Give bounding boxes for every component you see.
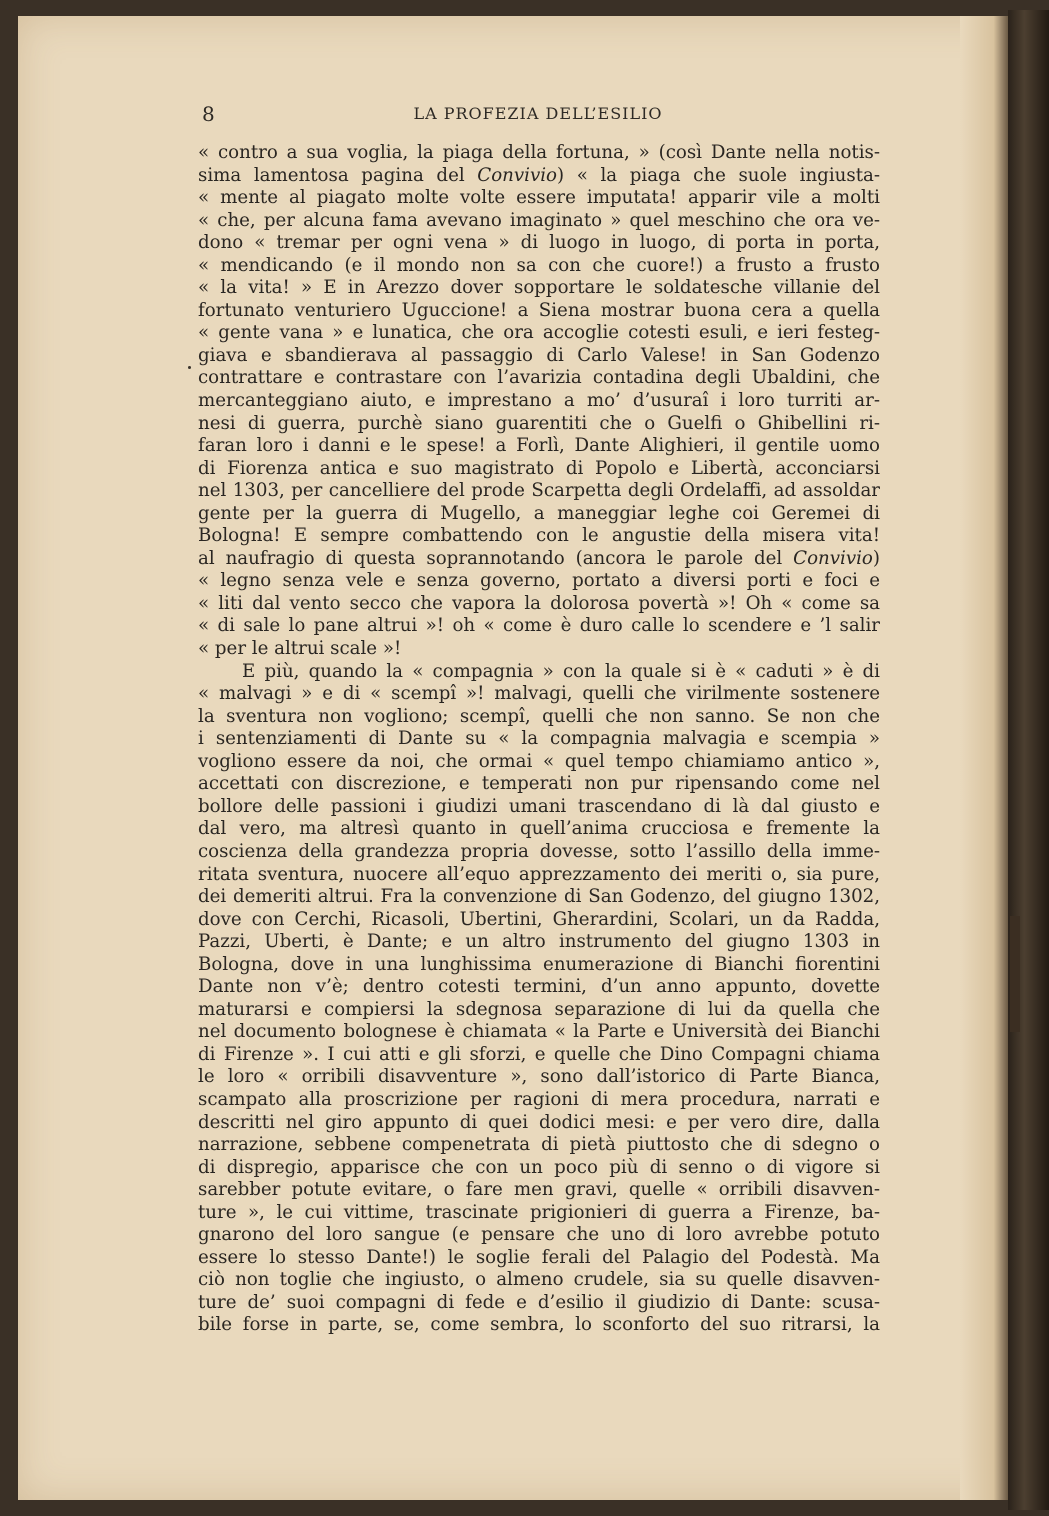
text-line: i sentenziamenti di Dante su « la compagnia malvagia e scempia »: [198, 728, 880, 750]
text-line: accettati con discrezione, e temperati non pur ripensando come nel: [198, 773, 880, 795]
text-line: di Fiorenza antica e suo magistrato di Popolo e Libertà, acconciarsi: [198, 457, 880, 479]
text-line: « di sale lo pane altrui »! oh « come è duro calle lo scendere e ’l salir: [198, 615, 880, 637]
book-spine: [1008, 10, 1049, 1510]
text-line: coscienza della grandezza propria dovesse, sotto l’assillo della imme-: [198, 840, 880, 862]
work-title: Convivio: [477, 164, 557, 186]
work-title: Convivio: [793, 547, 873, 569]
text-line: faran loro i danni e le spese! a Forlì, Dante Alighieri, il gentile uomo: [198, 435, 880, 457]
text-line: la sventura non vogliono; scempî, quelli che non sanno. Se non che: [198, 705, 880, 727]
text-line: fortunato venturiero Uguccione! a Siena mostrar buona cera a quella: [198, 299, 880, 321]
text-line: narrazione, sebbene compenetrata di pietà piuttosto che di sdegno o: [198, 1134, 880, 1156]
ink-speck: [188, 366, 191, 369]
text-line: Bologna, dove in una lunghissima enumerazione di Bianchi fiorentini: [198, 953, 880, 975]
text-line: nel documento bolognese è chiamata « la Parte e Università dei Bianchi: [198, 1021, 880, 1043]
text-line: « mendicando (e il mondo non sa con che cuore!) a frusto a frusto: [198, 254, 880, 276]
text-line: « mente al piagato molte volte essere imputata! apparir vile a molti: [198, 187, 880, 209]
text-line: « che, per alcuna fama avevano imaginato » quel meschino che ora ve-: [198, 209, 880, 231]
text-line: vogliono essere da noi, che ormai « quel tempo chiamiamo antico »,: [198, 750, 880, 772]
text-line: nesi di guerra, purchè siano guarentiti che o Guelfi o Ghibellini ri-: [198, 412, 880, 434]
text-line: ciò non toglie che ingiusto, o almeno crudele, sia su quelle disavven-: [198, 1269, 880, 1291]
text-line: ture », le cui vittime, trascinate prigionieri di guerra a Firenze, ba-: [198, 1201, 880, 1223]
text-line: mercanteggiano aiuto, e imprestano a mo’ d’usuraî i loro turriti ar-: [198, 390, 880, 412]
text-line: « contro a sua voglia, la piaga della fortuna, » (così Dante nella notis-: [198, 142, 880, 163]
text-line: dei demeriti altrui. Fra la convenzione di San Godenzo, del giugno 1302,: [198, 886, 880, 908]
text-line: sarebber potute evitare, o fare men gravi, quelle « orribili disavven-: [198, 1179, 880, 1201]
text-line: scampato alla proscrizione per ragioni di mera procedura, narrati e: [198, 1088, 880, 1110]
text-line: « legno senza vele e senza governo, portato a diversi porti e foci e: [198, 570, 880, 592]
text-line: gente per la guerra di Mugello, a maneggiar leghe coi Geremei di: [198, 502, 880, 524]
paragraph-start: E più, quando la « compagnia » con la quale si è « caduti » è di: [242, 660, 880, 682]
text-line: sima lamentosa pagina del Convivio) « la piaga che suole ingiusta-: [198, 164, 880, 186]
text-line: Bologna! E sempre combattendo con le angustie della misera vita!: [198, 525, 880, 547]
text-line: descritti nel giro appunto di quei dodici mesi: e per vero dire, dalla: [198, 1111, 880, 1133]
page-number: 8: [202, 102, 215, 126]
page-edge-shadow: [960, 16, 1008, 1500]
text-line: ture de’ suoi compagni di fede e d’esilio il giudizio di Dante: scusa-: [198, 1291, 880, 1313]
text-line: giava e sbandierava al passaggio di Carlo Valese! in San Godenzo: [198, 344, 880, 366]
text-line: bollore delle passioni i giudizi umani trascendano di là dal giusto e: [198, 795, 880, 817]
running-title: LA PROFEZIA DELL’ESILIO: [413, 104, 663, 123]
text-line: di Firenze ». I cui atti e gli sforzi, e quelle che Dino Compagni chiama: [198, 1043, 880, 1065]
text-line: contrattare e contrastare con l’avarizia contadina degli Ubaldini, che: [198, 367, 880, 389]
text-line: essere lo stesso Dante!) le soglie ferali del Palagio del Podestà. Ma: [198, 1246, 880, 1268]
text-line: Dante non v’è; dentro cotesti termini, d’un anno appunto, dovette: [198, 976, 880, 998]
text-line: « malvagi » e di « scempî »! malvagi, quelli che virilmente sostenere: [198, 683, 880, 705]
text-line: maturarsi e compiersi la sdegnosa separazione di lui da quella che: [198, 998, 880, 1020]
text-line: « gente vana » e lunatica, che ora accoglie cotesti esuli, e ieri festeg-: [198, 322, 880, 344]
text-line: le loro « orribili disavventure », sono dall’istorico di Parte Bianca,: [198, 1066, 880, 1088]
text-line: « per le altrui scale »!: [198, 638, 402, 660]
page-edge-tear: [1010, 916, 1020, 1032]
text-line: bile forse in parte, se, come sembra, lo sconforto del suo ritrarsi, la: [198, 1314, 880, 1336]
text-line: ritata sventura, nuocere all’equo apprezzamento dei meriti o, sia pure,: [198, 863, 880, 885]
text-line: gnarono del loro sangue (e pensare che uno di loro avrebbe potuto: [198, 1224, 880, 1246]
text-line: nel 1303, per cancelliere del prode Scarpetta degli Ordelaffi, ad assoldar: [198, 480, 880, 502]
text-line: di dispregio, apparisce che con un poco più di senno o di vigore si: [198, 1156, 880, 1178]
text-line: dono « tremar per ogni vena » di luogo in luogo, di porta in porta,: [198, 232, 880, 254]
text-line: dal vero, ma altresì quanto in quell’anima crucciosa e fremente la: [198, 818, 880, 840]
text-line: « la vita! » E in Arezzo dover sopportare le soldatesche villanie del: [198, 277, 880, 299]
text-line: « liti dal vento secco che vapora la dolorosa povertà »! Oh « come sa: [198, 592, 880, 614]
text-line: Pazzi, Uberti, è Dante; e un altro instrumento del giugno 1303 in: [198, 931, 880, 953]
text-line: al naufragio di questa soprannotando (ancora le parole del Convivio): [198, 547, 880, 569]
body-text: [198, 142, 880, 1337]
page-header: [198, 100, 878, 128]
text-line: dove con Cerchi, Ricasoli, Ubertini, Gherardini, Scolari, un da Radda,: [198, 908, 880, 930]
